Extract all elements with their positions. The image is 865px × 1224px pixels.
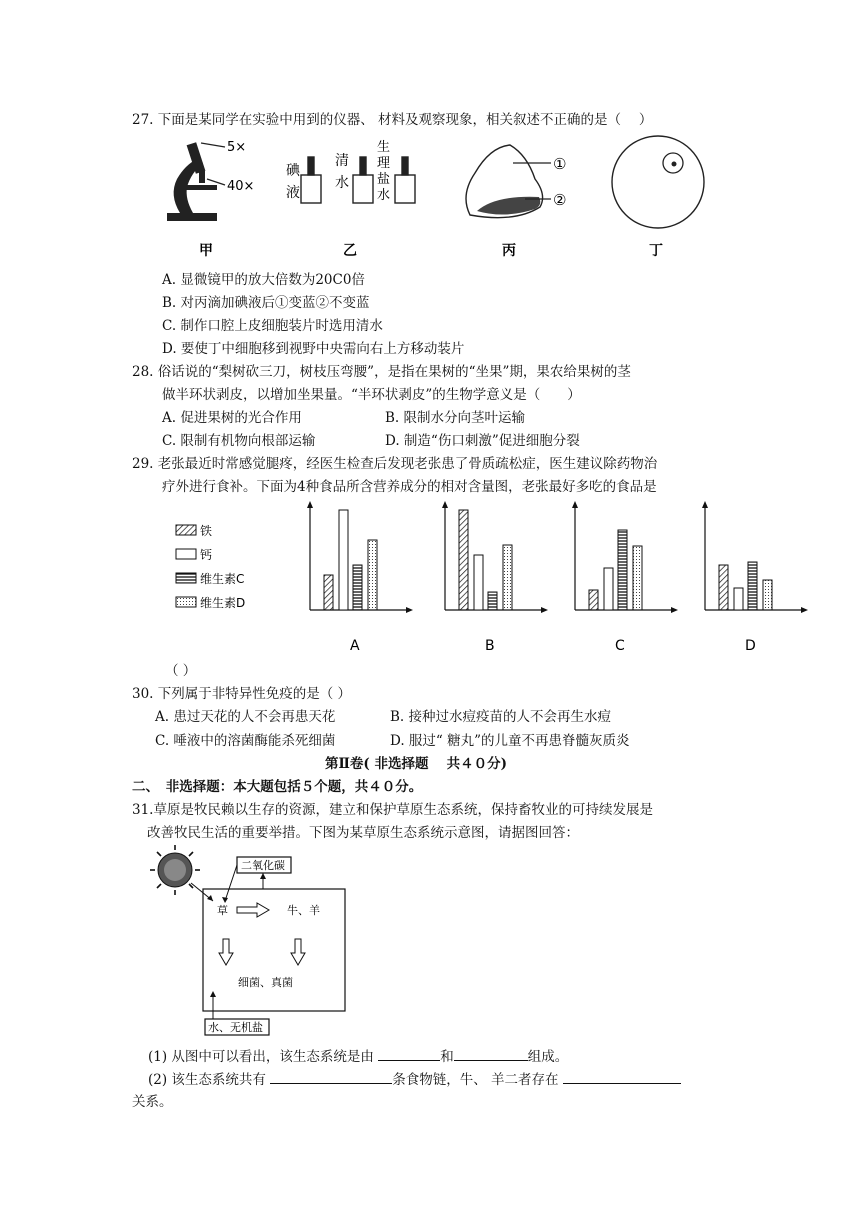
bar-A-1 (339, 510, 348, 610)
mark1-label: ① (553, 155, 567, 173)
bar-B-3 (503, 545, 512, 610)
q28-option-b: B. 限制水分向茎叶运输 (385, 410, 526, 426)
iodine-label-1: 碘 (286, 163, 300, 179)
nutrition-bar-charts (170, 498, 810, 658)
bar-B-1 (474, 555, 483, 610)
q30-stem: 30. 下列属于非特异性免疫的是（ ） (132, 686, 352, 702)
dropper-bottles-icon (301, 157, 415, 203)
bar-D-0 (719, 565, 728, 610)
x-axis-arrow-A (406, 607, 413, 613)
chart-label-B: B (485, 638, 495, 654)
q29-line2: 疗外进行食补。下面为4种食品所含营养成分的相对含量图，老张最好多吃的食品是 (162, 479, 657, 495)
q31-sub2-text-a: (2) 该生态系统共有 (148, 1072, 266, 1088)
mark2-label: ② (553, 191, 567, 209)
q31-sub1 (148, 1045, 568, 1065)
q29-line1: 29. 老张最近时常感觉腿疼，经医生检查后发现老张患了骨质疏松症，医生建议除药物治 (132, 456, 658, 472)
q27-option-b: B. 对丙滴加碘液后①变蓝②不变蓝 (162, 295, 370, 311)
mag1-label: 5× (227, 140, 247, 155)
q31-sub2-blank2[interactable] (563, 1069, 681, 1084)
q28-option-a: A. 促进果树的光合作用 (162, 410, 302, 426)
chart-label-A: A (350, 638, 360, 654)
label-jia: 甲 (199, 243, 213, 259)
q28-option-d: D. 制造“伤口刺激”促进细胞分裂 (385, 433, 580, 449)
legend-swatch-2 (176, 573, 196, 583)
water-label-1: 清 (335, 153, 349, 169)
q31-sub2 (148, 1068, 681, 1088)
cattle-label: 牛、羊 (287, 904, 320, 917)
bar-D-2 (748, 562, 757, 610)
q28-line2: 做半环状剥皮，以增加坐果量。“半环状剥皮”的生物学意义是（ ） (162, 387, 581, 403)
water-salt-label: 水、无机盐 (208, 1021, 263, 1034)
x-axis-arrow-C (671, 607, 678, 613)
legend-label-3: 维生素D (200, 596, 246, 610)
q27-option-c: C. 制作口腔上皮细胞装片时选用清水 (162, 318, 383, 334)
grass-label: 草 (217, 904, 228, 917)
legend-label-2: 维生素C (200, 572, 245, 586)
y-axis-arrow-C (572, 501, 578, 508)
q31-sub2-end: 关系。 (132, 1094, 173, 1110)
q29-answer-paren: （ ） (165, 663, 197, 679)
bar-C-1 (604, 568, 613, 610)
legend-label-0: 铁 (200, 524, 213, 538)
q31-sub1-text-c: 组成。 (527, 1049, 569, 1065)
q31-line2: 改善牧民生活的重要举措。下图为某草原生态系统示意图，请据图回答： (147, 825, 579, 841)
saline-label-4: 水 (377, 188, 391, 203)
iodine-label-2: 液 (286, 185, 300, 201)
y-axis-arrow-D (702, 501, 708, 508)
q31-line1: 31.草原是牧民赖以生存的资源，建立和保护草原生态系统，保持畜牧业的可持续发展是 (132, 802, 653, 818)
saline-label-2: 理 (377, 156, 391, 171)
bar-B-2 (488, 592, 497, 610)
bar-C-3 (633, 546, 642, 610)
decomposer-label: 细菌、真菌 (238, 976, 293, 989)
label-bing: 丙 (502, 243, 516, 259)
chart-label-D: D (745, 638, 756, 654)
bar-D-3 (763, 580, 772, 610)
q28-line1: 28. 俗话说的“梨树砍三刀，树枝压弯腰”，是指在果树的“坐果”期，果农给果树的茎 (132, 364, 631, 380)
section-heading: 二、 非选择题：本大题包括５个题，共４０分。 (132, 779, 423, 795)
q27-figure (155, 135, 715, 263)
saline-label-1: 生 (377, 140, 391, 155)
microscope-icon (167, 142, 225, 221)
q31-sub1-text-a: (1) 从图中可以看出，该生态系统是由 (148, 1049, 374, 1065)
x-axis-arrow-D (801, 607, 808, 613)
mag2-label: 40× (227, 179, 255, 194)
y-axis-arrow-B (442, 501, 448, 508)
legend-swatch-3 (176, 597, 196, 607)
ecosystem-diagram (145, 843, 365, 1038)
q30-option-a: A. 患过天花的人不会再患天花 (155, 709, 336, 725)
q31-sub1-text-b: 和 (440, 1049, 454, 1065)
bar-A-3 (368, 540, 377, 610)
y-axis-arrow-A (307, 501, 313, 508)
saline-label-3: 盐 (377, 172, 391, 187)
q31-sub1-blank2[interactable] (454, 1046, 528, 1061)
q31-sub2-blank1[interactable] (270, 1069, 392, 1084)
label-yi: 乙 (343, 243, 357, 259)
section-title: 第Ⅱ卷( 非选择题 共４０分) (325, 756, 508, 772)
sun-icon (150, 845, 200, 895)
q31-sub2-text-b: 条食物链，牛、 羊二者存在 (392, 1072, 559, 1088)
bar-C-0 (589, 590, 598, 610)
q31-sub1-blank1[interactable] (378, 1046, 440, 1061)
q30-option-d: D. 服过“ 糖丸”的儿童不再患脊髓灰质炎 (390, 733, 630, 749)
chart-label-C: C (615, 638, 625, 654)
microscope-view-icon (612, 136, 704, 228)
water-label-2: 水 (335, 175, 349, 191)
seed-icon (466, 145, 551, 218)
q28-option-c: C. 限制有机物向根部运输 (162, 433, 316, 449)
q30-option-b: B. 接种过水痘疫苗的人不会再生水痘 (390, 709, 612, 725)
bar-C-2 (618, 530, 627, 610)
q27-stem: 27. 下面是某同学在实验中用到的仪器、 材料及观察现象，相关叙述不正确的是（ ） (132, 112, 653, 128)
legend-label-1: 钙 (200, 548, 213, 562)
q30-option-c: C. 唾液中的溶菌酶能杀死细菌 (155, 733, 336, 749)
q27-option-d: D. 要使丁中细胞移到视野中央需向右上方移动装片 (162, 341, 465, 357)
x-axis-arrow-B (541, 607, 548, 613)
bar-D-1 (734, 588, 743, 610)
legend-swatch-0 (176, 525, 196, 535)
bar-B-0 (459, 510, 468, 610)
co2-label: 二氧化碳 (241, 859, 285, 872)
legend-swatch-1 (176, 549, 196, 559)
bar-A-0 (324, 575, 333, 610)
bar-A-2 (353, 565, 362, 610)
q27-option-a: A. 显微镜甲的放大倍数为20C0倍 (162, 272, 365, 288)
label-ding: 丁 (649, 243, 663, 259)
